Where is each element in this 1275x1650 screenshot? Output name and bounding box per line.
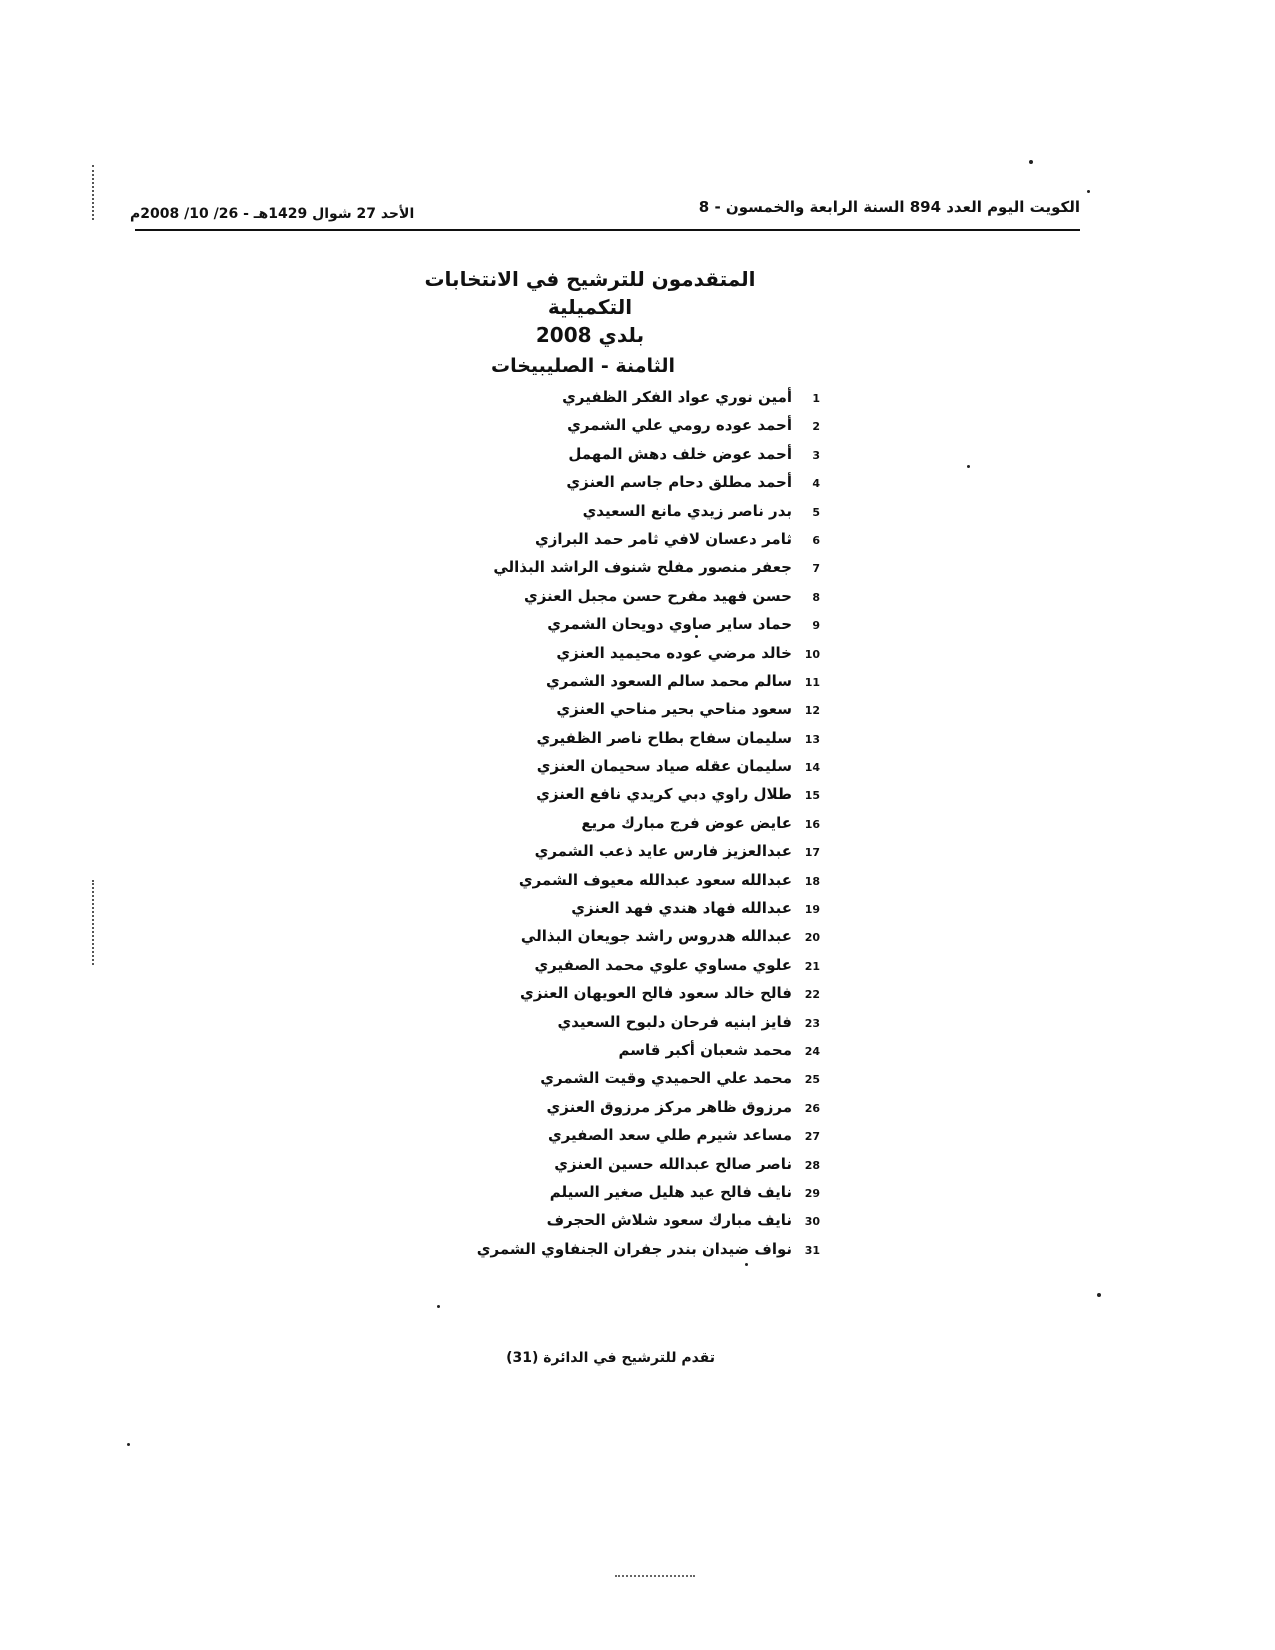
title-line-2: بلدي 2008 [535,323,645,347]
candidate-name: نايف فالح عيد هليل صغير السيلم [549,1182,792,1201]
list-item [420,979,820,1007]
candidate-number: 1 [812,392,820,405]
title-line-1: المتقدمون للترشيح في الانتخابات التكميلية [424,267,756,319]
candidate-name: نايف مبارك سعود شلاش الحجرف [546,1211,792,1230]
list-item [420,894,820,922]
candidate-name: أحمد عوض خلف دهش المهمل [568,444,792,463]
candidate-number: 29 [804,1186,820,1200]
candidate-name: حماد ساير صاوي دويحان الشمري [547,615,792,634]
list-item [420,667,820,695]
scan-speck [1087,190,1090,193]
scan-speck [967,465,970,468]
candidate-number: 10 [804,647,820,661]
list-item [420,752,820,780]
scan-speck [745,1263,748,1266]
list-item [420,1150,820,1178]
candidate-name: سعود مناحي بحير مناحي العنزي [556,700,792,719]
candidate-number: 14 [804,761,820,775]
candidate-number: 19 [804,903,820,917]
candidate-number: 30 [804,1215,820,1229]
candidate-number: 24 [804,1044,820,1058]
candidate-number: 28 [804,1158,820,1172]
list-item [420,837,820,865]
candidate-name: محمد علي الحميدي وقيت الشمري [540,1069,792,1088]
candidate-name: عبدالله سعود عبدالله معيوف الشمري [518,870,792,889]
candidate-name: أحمد عوده رومي علي الشمري [567,416,792,435]
candidate-name: جعفر منصور مفلح شنوف الراشد البذالي [493,558,792,577]
candidate-number: 4 [812,477,820,491]
list-item [420,866,820,894]
candidate-number: 7 [812,562,820,576]
list-item [420,525,820,553]
candidate-name: سالم محمد سالم السعود الشمري [545,671,792,690]
list-item [420,1036,820,1064]
candidate-number: 6 [812,533,820,547]
candidate-number: 23 [804,1016,820,1030]
candidate-number: 18 [804,874,820,888]
candidate-number: 11 [804,675,820,689]
candidate-number: 16 [804,817,820,831]
list-item [420,724,820,752]
list-item [420,1064,820,1092]
scan-speck [127,1443,130,1446]
candidate-number: 8 [812,590,820,604]
list-item [420,1008,820,1036]
candidate-name: حسن فهيد مفرح حسن مجبل العنزي [523,586,792,605]
candidate-name: عبدالله فهاد هندي فهد العنزي [571,899,792,918]
candidate-name: طلال راوي دبي كريدي نافع العنزي [536,785,792,804]
candidate-number: 25 [804,1073,820,1087]
list-item [420,610,820,638]
list-item [420,383,820,411]
candidate-number: 22 [804,988,820,1002]
candidate-name: عايض عوض فرج مبارك مريع [581,813,792,832]
candidate-number: 13 [804,732,820,746]
candidate-name: محمد شعبان أكبر قاسم [618,1040,792,1059]
candidate-name: عبدالعزيز فارس عايد ذعب الشمري [534,842,792,861]
candidate-number: 3 [812,448,820,462]
list-item [420,468,820,496]
header-rule [135,229,1080,231]
gazette-date: الأحد 27 شوال 1429هـ - 26/ 10/ 2008م [130,206,415,222]
candidate-name: أحمد مطلق دحام جاسم العنزي [566,473,792,492]
list-item [420,809,820,837]
candidate-number: 31 [804,1243,820,1257]
list-item [420,639,820,667]
candidate-number: 26 [804,1101,820,1115]
candidate-number: 5 [812,505,820,519]
candidate-name: عبدالله هدروس راشد جويعان البذالي [520,927,792,946]
candidate-name: ناصر صالح عبدالله حسين العنزي [554,1154,792,1173]
list-item [420,922,820,950]
candidate-number: 17 [804,846,820,860]
candidate-number: 12 [804,704,820,718]
candidate-number: 15 [804,789,820,803]
candidate-name: بدر ناصر زيدي مانع السعيدي [582,501,792,520]
list-item [420,411,820,439]
footer-note: تقدم للترشيح في الدائرة (31) [506,1350,715,1366]
candidate-name: مرزوق ظاهر مركز مرزوق العنزي [546,1097,792,1116]
candidate-name: فالح خالد سعود فالح العويهان العنزي [519,984,792,1003]
list-item [420,582,820,610]
candidate-name: خالد مرضي عوده محيميد العنزي [556,643,792,662]
candidate-number: 9 [812,619,820,633]
candidate-name: مساعد شيرم طلي سعد الصفيري [547,1126,792,1145]
list-item [420,695,820,723]
list-item [420,1093,820,1121]
candidate-name: سليمان عقله صياد سحيمان العنزي [536,757,792,776]
gazette-issue-info: الكويت اليوم العدد 894 السنة الرابعة والخمسون - 8 [698,198,1080,216]
list-item [420,1206,820,1234]
margin-dots-middle [92,880,96,965]
margin-dots-top [92,165,96,220]
list-item [420,1178,820,1206]
list-item [420,553,820,581]
document-title [380,265,800,349]
candidate-number: 27 [804,1130,820,1144]
scan-speck [1029,160,1033,164]
section-heading: الثامنة - الصليبيخات [490,355,675,377]
list-item [420,780,820,808]
list-item [420,1235,820,1263]
candidate-name: سليمان سفاح بطاح ناصر الظفيري [536,728,792,747]
list-item [420,951,820,979]
candidate-number: 21 [804,959,820,973]
list-item [420,1121,820,1149]
list-item [420,497,820,525]
bottom-scan-mark [615,1575,695,1577]
scan-speck [437,1305,440,1308]
candidate-list [420,383,820,1263]
scan-speck [1097,1293,1101,1297]
candidate-name: فايز ابنيه فرحان دلبوح السعيدي [557,1012,792,1031]
candidate-number: 2 [812,420,820,434]
running-header [130,198,1080,238]
candidate-name: نواف ضيدان بندر جفران الجنفاوي الشمري [476,1239,792,1258]
candidate-number: 20 [804,931,820,945]
candidate-name: علوي مساوي علوي محمد الصفيري [534,955,792,974]
candidate-name: أمين نوري عواد الفكر الظفيري [562,388,792,406]
list-item [420,440,820,468]
candidate-name: ثامر دعسان لافي ثامر حمد البرازي [535,529,792,548]
